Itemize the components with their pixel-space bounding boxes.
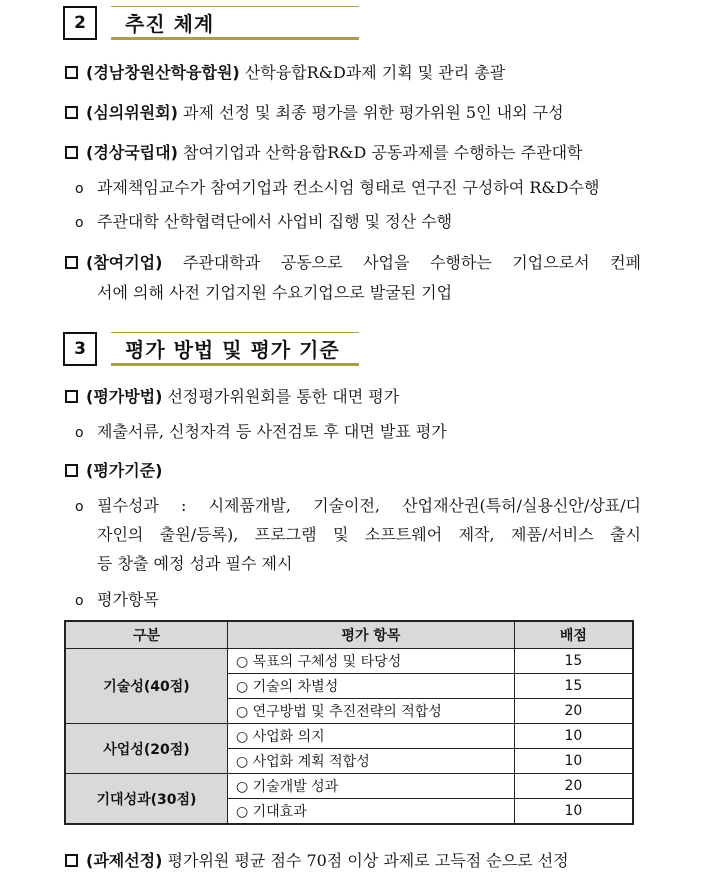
table-row	[65, 724, 633, 749]
score-cell: 15	[514, 674, 633, 699]
table-row	[65, 774, 633, 799]
section-2-title: 추진 체계	[111, 6, 359, 40]
score-cell: 10	[514, 724, 633, 749]
criteria-item: (평가기준)	[63, 458, 641, 484]
section-3-number: 3	[63, 332, 97, 366]
section-2-header	[63, 6, 359, 40]
org-sub-item-1: o 과제책임교수가 참여기업과 컨소시엄 형태로 연구진 구성하여 R&D수행	[75, 174, 641, 203]
item-cell: ○ 사업화 계획 적합성	[227, 749, 514, 774]
category-cell: 기술성(40점)	[65, 649, 227, 724]
table-row	[65, 649, 633, 674]
org-item-3: (경상국립대) 참여기업과 산학융합R&D 공동과제를 수행하는 주관대학	[63, 140, 641, 166]
method-sub-item: o 제출서류, 신청자격 등 사전검토 후 대면 발표 평가	[75, 418, 641, 447]
bullet-icon: o	[75, 425, 84, 441]
header-item: 평가 항목	[227, 621, 514, 649]
bullet-icon: o	[75, 215, 84, 231]
category-cell: 기대성과(30점)	[65, 774, 227, 825]
table-header-row	[65, 621, 633, 649]
checkbox-icon	[65, 256, 78, 269]
bullet-icon: o	[75, 181, 84, 197]
score-cell: 15	[514, 649, 633, 674]
section-2-number: 2	[63, 6, 97, 40]
criteria-sub-item-2: o 평가항목	[75, 586, 641, 615]
item-cell: ○ 연구방법 및 추진전략의 적합성	[227, 699, 514, 724]
header-score: 배점	[514, 621, 633, 649]
checkbox-icon	[65, 464, 78, 477]
checkbox-icon	[65, 106, 78, 119]
item-cell: ○ 사업화 의지	[227, 724, 514, 749]
section-3-header	[63, 332, 359, 366]
score-cell: 10	[514, 799, 633, 825]
item-cell: ○ 목표의 구체성 및 타당성	[227, 649, 514, 674]
checkbox-icon	[65, 146, 78, 159]
evaluation-table	[64, 620, 634, 825]
participant-continuation: 서에 의해 사전 기업지원 수요기업으로 발굴된 기업	[97, 283, 453, 302]
item-cell: ○ 기술의 차별성	[227, 674, 514, 699]
criteria-sub-item-1: o 필수성과 : 시제품개발, 기술이전, 산업재산권(특허/실용신안/상표/디	[75, 492, 641, 521]
org-item-1: (경남창원산학융합원) 산학융합R&D과제 기획 및 관리 총괄	[63, 60, 641, 86]
selection-item: (과제선정) 평가위원 평균 점수 70점 이상 과제로 고득점 순으로 선정	[63, 848, 641, 874]
section-3-title: 평가 방법 및 평가 기준	[111, 332, 359, 366]
bullet-icon: o	[75, 499, 84, 515]
checkbox-icon	[65, 66, 78, 79]
checkbox-icon	[65, 390, 78, 403]
method-item: (평가방법) 선정평가위원회를 통한 대면 평가	[63, 384, 641, 410]
criteria-sub-continuation-2: 등 창출 예정 성과 필수 제시	[97, 554, 293, 573]
criteria-sub-continuation-1: 자인의 출원/등록), 프로그램 및 소프트웨어 제작, 제품/서비스 출시	[97, 525, 641, 544]
score-cell: 20	[514, 774, 633, 799]
bullet-icon: o	[75, 593, 84, 609]
item-cell: ○ 기대효과	[227, 799, 514, 825]
score-cell: 10	[514, 749, 633, 774]
header-category: 구분	[65, 621, 227, 649]
category-cell: 사업성(20점)	[65, 724, 227, 774]
org-item-2: (심의위원회) 과제 선정 및 최종 평가를 위한 평가위원 5인 내외 구성	[63, 100, 641, 126]
participant-item: (참여기업) 주관대학과 공동으로 사업을 수행하는 기업으로서 컨페	[63, 250, 641, 276]
checkbox-icon	[65, 854, 78, 867]
item-cell: ○ 기술개발 성과	[227, 774, 514, 799]
org-sub-item-2: o 주관대학 산학협력단에서 사업비 집행 및 정산 수행	[75, 208, 641, 237]
score-cell: 20	[514, 699, 633, 724]
